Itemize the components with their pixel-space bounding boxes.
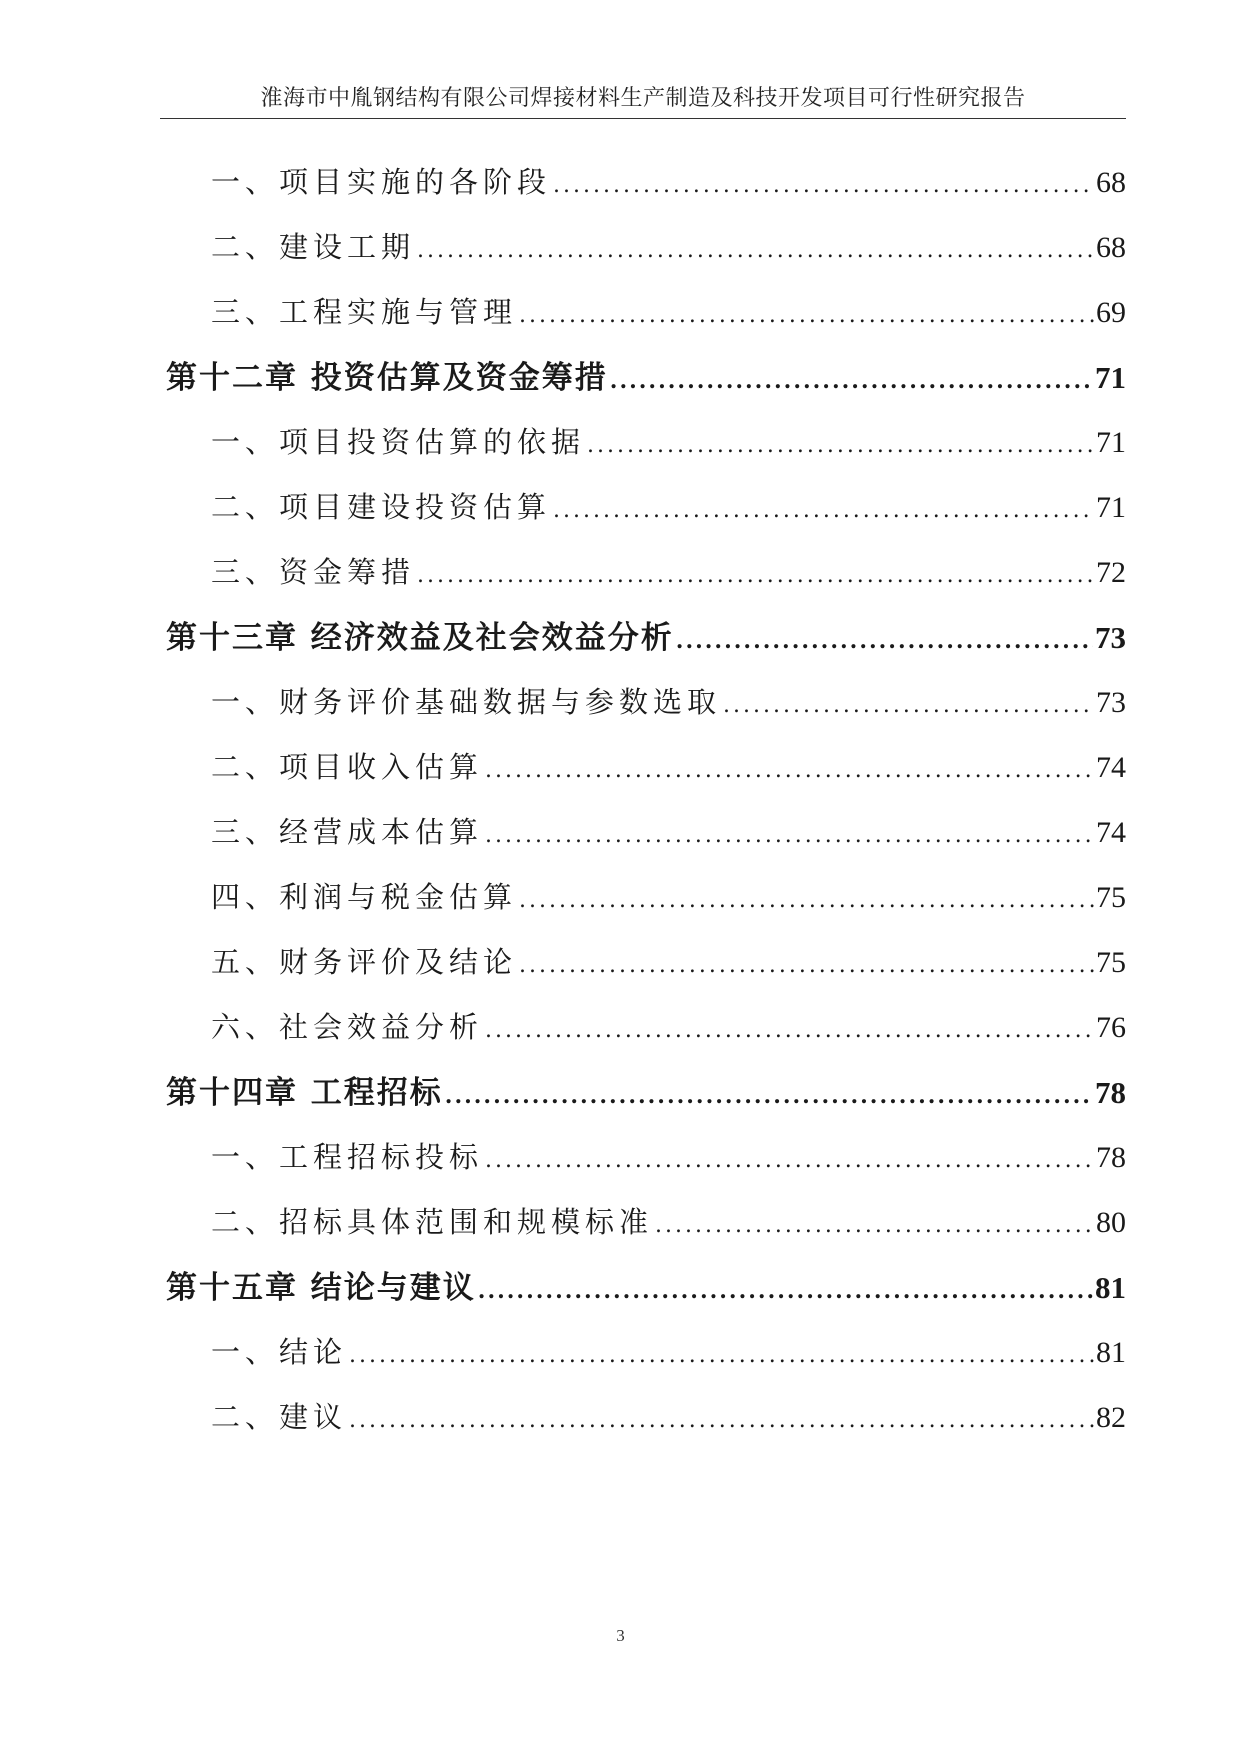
toc-leader-dots	[553, 478, 1094, 543]
toc-entry[interactable]	[166, 865, 1126, 930]
toc-entry-title: 六、社会效益分析	[211, 1010, 484, 1044]
toc-chapter-entry[interactable]	[166, 1060, 1126, 1125]
toc-leader-dots	[519, 933, 1094, 998]
toc-leader-dots	[478, 1259, 1093, 1324]
toc-entry-title: 一、项目投资估算的依据	[211, 425, 586, 459]
toc-leader-dots	[349, 1388, 1094, 1453]
toc-entry-title: 一、工程招标投标	[211, 1140, 484, 1174]
toc-entry-page: 72	[1096, 556, 1126, 589]
toc-chapter-entry[interactable]	[166, 1255, 1126, 1320]
toc-entry-page: 81	[1096, 1336, 1126, 1369]
toc-chapter-page: 78	[1095, 1075, 1126, 1110]
header-rule	[160, 118, 1126, 119]
toc-entry-title: 二、项目建设投资估算	[211, 490, 552, 524]
toc-chapter-page: 71	[1095, 360, 1126, 395]
toc-entry-page: 71	[1096, 491, 1126, 524]
toc-entry[interactable]	[166, 1320, 1126, 1385]
toc-entry-page: 75	[1096, 946, 1126, 979]
toc-chapter-title: 第十五章 结论与建议	[166, 1270, 476, 1306]
toc-entry[interactable]	[166, 280, 1126, 345]
toc-entry-title: 一、项目实施的各阶段	[211, 165, 552, 199]
toc-entry[interactable]	[166, 930, 1126, 995]
toc-entry[interactable]	[166, 540, 1126, 605]
toc-entry-page: 69	[1096, 296, 1126, 329]
toc-leader-dots	[553, 153, 1094, 218]
toc-entry-page: 74	[1096, 751, 1126, 784]
toc-entry-title: 二、建设工期	[211, 230, 416, 264]
toc-leader-dots	[485, 1128, 1094, 1193]
toc-leader-dots	[485, 998, 1094, 1063]
toc-entry-title: 三、资金筹措	[211, 555, 416, 589]
toc-leader-dots	[519, 868, 1094, 933]
running-header: 淮海市中胤钢结构有限公司焊接材料生产制造及科技开发项目可行性研究报告	[260, 86, 1026, 111]
toc-leader-dots	[610, 349, 1093, 414]
toc-entry[interactable]	[166, 1385, 1126, 1450]
toc-entry[interactable]	[166, 475, 1126, 540]
toc-entry-title: 四、利润与税金估算	[211, 880, 518, 914]
toc-entry-page: 78	[1096, 1141, 1126, 1174]
toc-entry[interactable]	[166, 150, 1126, 215]
toc-entry[interactable]	[166, 670, 1126, 735]
page-number: 3	[616, 1626, 625, 1645]
toc-leader-dots	[587, 413, 1094, 478]
toc-entry[interactable]	[166, 1125, 1126, 1190]
toc-entry[interactable]	[166, 1190, 1126, 1255]
toc-entry-page: 75	[1096, 881, 1126, 914]
toc-leader-dots	[676, 609, 1093, 674]
toc-entry-title: 三、工程实施与管理	[211, 295, 518, 329]
toc-entry[interactable]	[166, 410, 1126, 475]
toc-entry-title: 一、财务评价基础数据与参数选取	[211, 685, 722, 719]
toc-chapter-entry[interactable]	[166, 605, 1126, 670]
toc-entry-title: 二、招标具体范围和规模标准	[211, 1205, 654, 1239]
toc-entry-page: 73	[1096, 686, 1126, 719]
toc-entry-page: 74	[1096, 816, 1126, 849]
toc-entry-title: 一、结论	[211, 1335, 348, 1369]
toc-entry-title: 三、经营成本估算	[211, 815, 484, 849]
toc-entry[interactable]	[166, 800, 1126, 865]
toc-leader-dots	[445, 1064, 1093, 1129]
toc-leader-dots	[485, 738, 1094, 803]
toc-leader-dots	[723, 673, 1094, 738]
toc-entry-title: 二、建议	[211, 1400, 348, 1434]
toc-entry-page: 68	[1096, 231, 1126, 264]
toc-chapter-page: 73	[1095, 620, 1126, 655]
toc-entry-page: 71	[1096, 426, 1126, 459]
toc-entry[interactable]	[166, 735, 1126, 800]
toc-leader-dots	[417, 543, 1094, 608]
toc-entry-title: 二、项目收入估算	[211, 750, 484, 784]
toc-leader-dots	[349, 1323, 1094, 1388]
table-of-contents	[166, 150, 1126, 1450]
toc-entry-page: 68	[1096, 166, 1126, 199]
toc-chapter-title: 第十二章 投资估算及资金筹措	[166, 360, 608, 396]
toc-entry-page: 76	[1096, 1011, 1126, 1044]
toc-leader-dots	[485, 803, 1094, 868]
toc-entry-title: 五、财务评价及结论	[211, 945, 518, 979]
toc-chapter-title: 第十四章 工程招标	[166, 1075, 443, 1111]
toc-entry-page: 80	[1096, 1206, 1126, 1239]
toc-leader-dots	[655, 1193, 1094, 1258]
toc-entry-page: 82	[1096, 1401, 1126, 1434]
toc-entry[interactable]	[166, 995, 1126, 1060]
toc-chapter-page: 81	[1095, 1270, 1126, 1305]
toc-leader-dots	[417, 218, 1094, 283]
toc-leader-dots	[519, 283, 1094, 348]
toc-chapter-entry[interactable]	[166, 345, 1126, 410]
toc-chapter-title: 第十三章 经济效益及社会效益分析	[166, 620, 674, 656]
toc-entry[interactable]	[166, 215, 1126, 280]
